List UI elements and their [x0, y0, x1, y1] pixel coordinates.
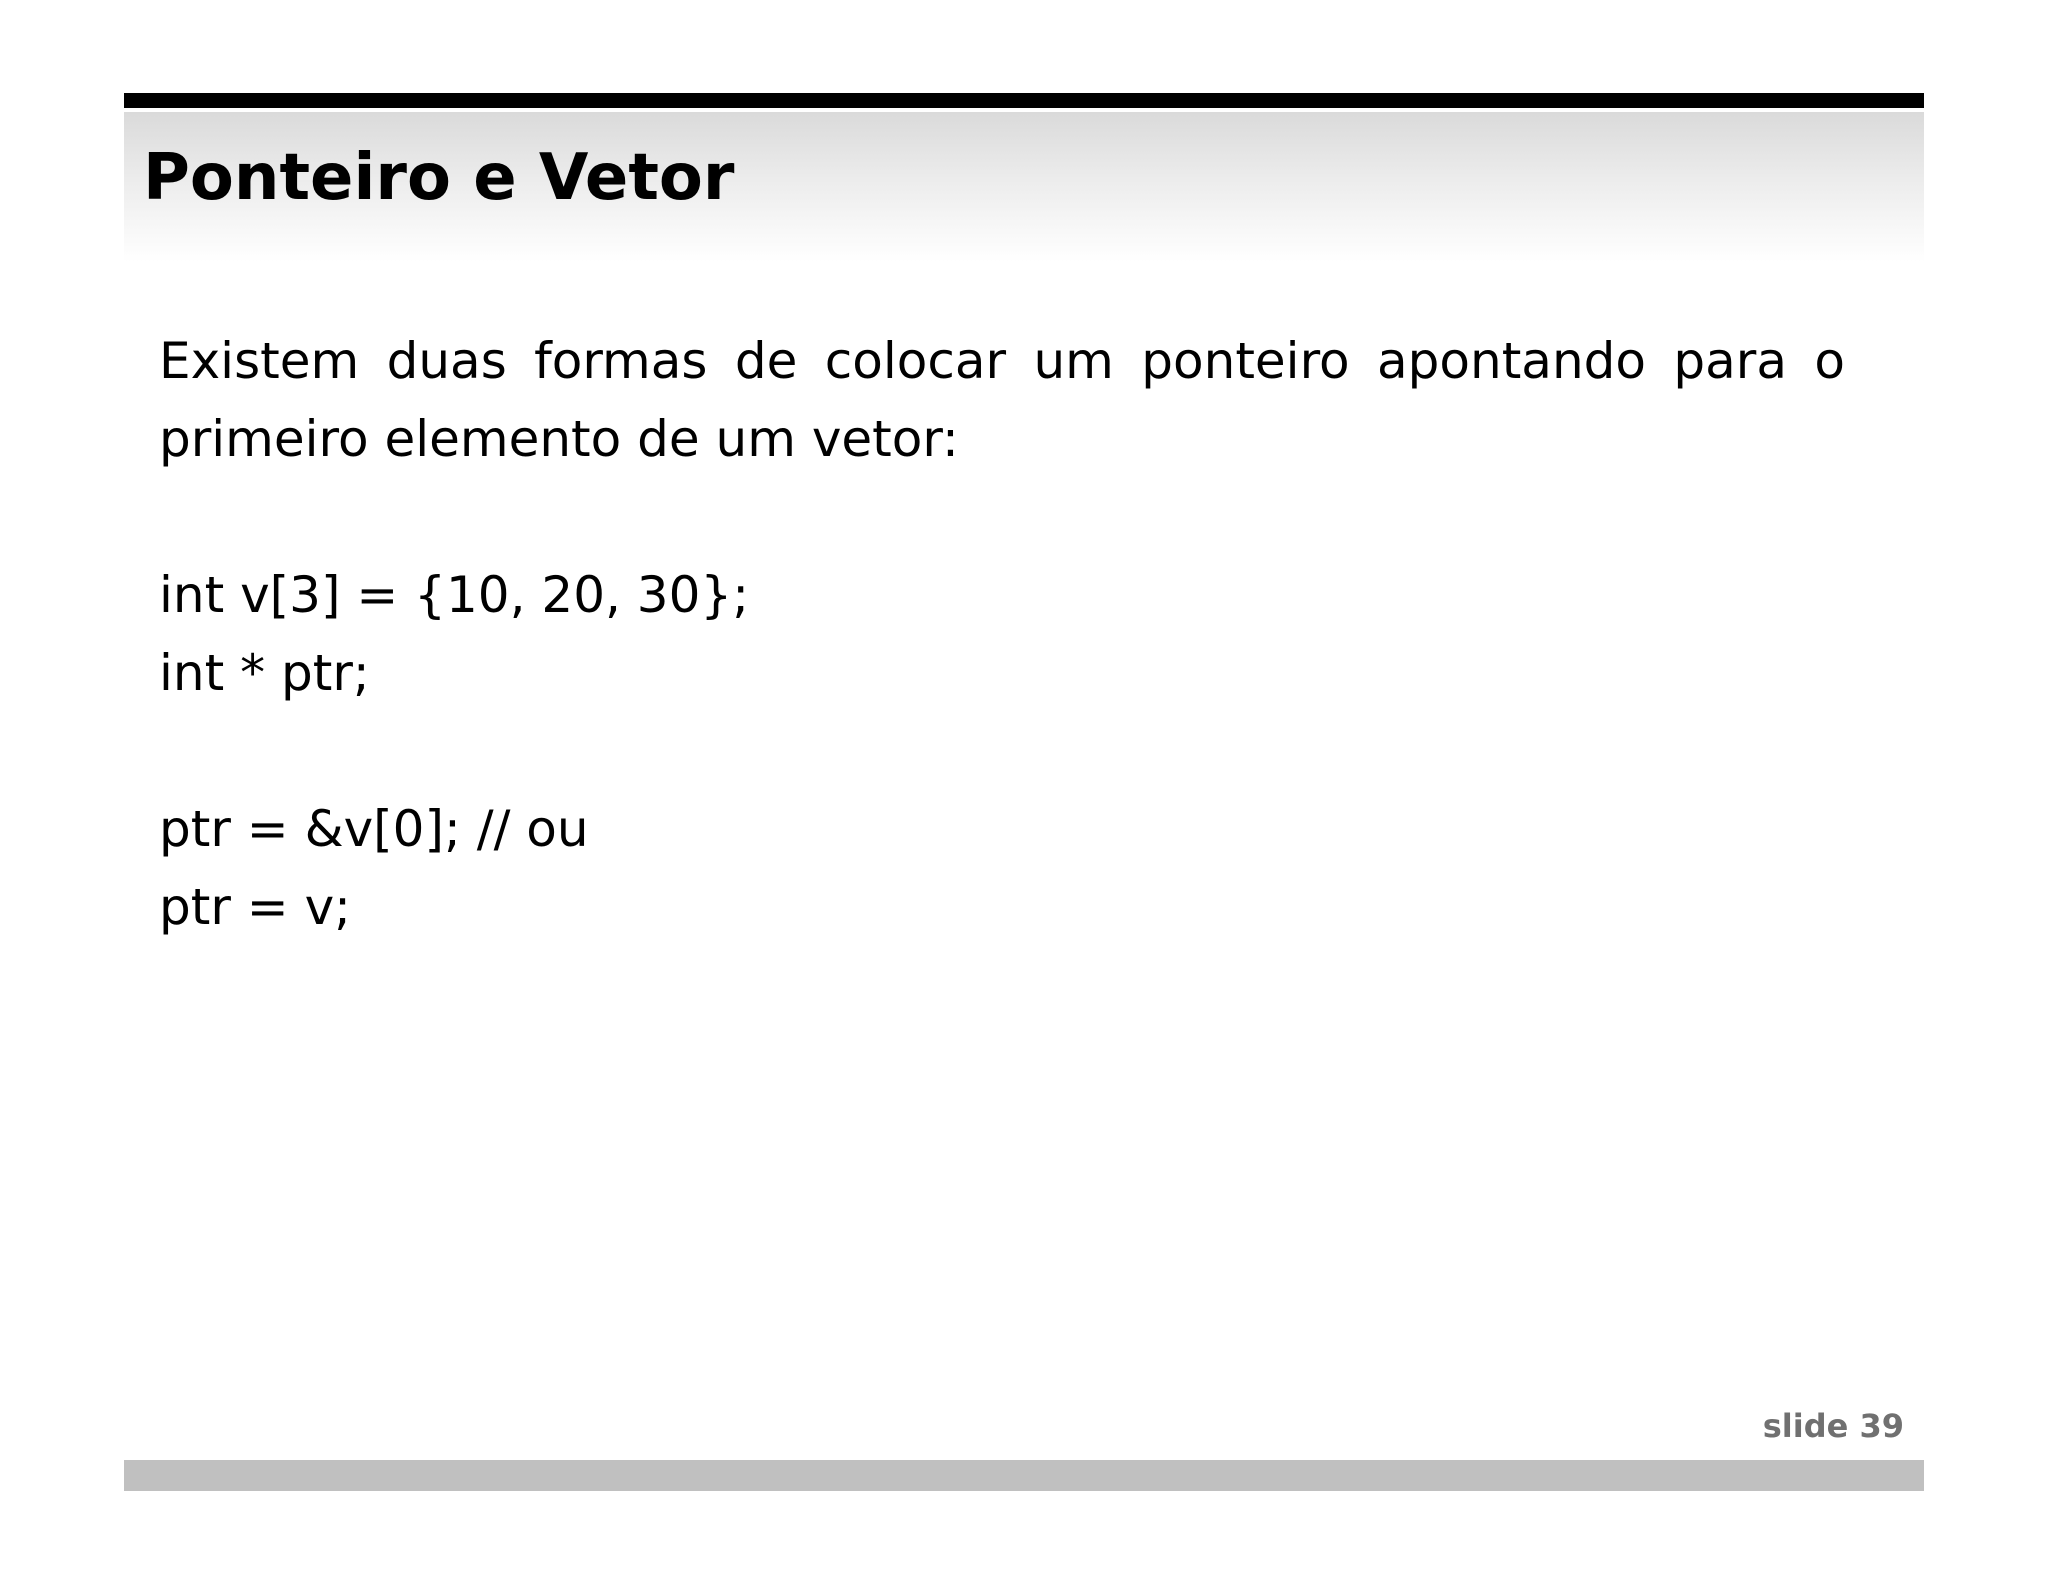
assignment-code-block [159, 790, 1845, 946]
code-line-address-assignment: ptr = &v[0]; // ou [159, 800, 589, 858]
code-line-pointer-declaration: int * ptr; [159, 644, 370, 702]
slide-content [159, 322, 1845, 946]
code-line-array-assignment: ptr = v; [159, 878, 352, 936]
code-line-array-declaration: int v[3] = {10, 20, 30}; [159, 566, 750, 624]
title-top-rule [124, 93, 1924, 108]
slide-title: Ponteiro e Vetor [143, 141, 735, 215]
intro-paragraph: Existem duas formas de colocar um ponteiro apontando para o primeiro elemento de um vetor: [159, 332, 1845, 468]
footer-bar [124, 1460, 1924, 1491]
slide-number: slide 39 [1762, 1407, 1904, 1445]
declaration-code-block [159, 556, 1845, 712]
